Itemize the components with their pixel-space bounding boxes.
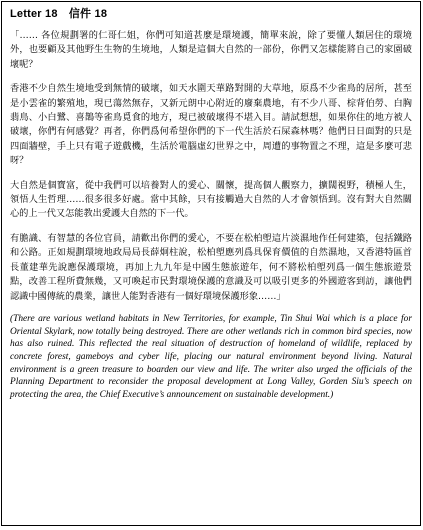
letter-title: Letter 18 信件 18 — [10, 8, 108, 20]
letter-page — [1, 1, 421, 526]
english-translation: (There are various wetland habitats in New Territories, for example, Tin Shui Wai which is a place for Oriental Skylark, now totally being destroyed. There are other wetlands rich in common bird species, now has also ruined. This reflected the real situation of destruction of homeland of wildlife, replaced by concrete forest, gameboys and cyber life, placing our natural environment beyond living. Natural environment is a green treasure to boarden our view and life. The writer also urged the officials of the Planning Department to reconsider the proposal development at Long Valley, Gorden Siu’s speech on protecting the area, the Chief Executive’s announcement on sustainable development.) — [10, 313, 412, 401]
letter-paragraph-4: 有膽識、有智慧的各位官員，請歡出你們的愛心，不要在松柏塱這片淡濕地作任何建築，包括鐵路和公路。正如規劃環境地政局局長薛炯柱說，松柏塱應列爲具保育價值的自然濕地，又香港特區首長董建華先說應保護環境，再加上九九年是中國生態旅遊年，何不將松柏塱列爲一個生態旅遊景點，改善工程所費無幾，又可喚起市民對環境保護的意識及可以吸引更多的外國遊客到訪，讓他們認識中國傳統的農業，讓世人能對香港有一個好環境保護形象……」 — [10, 232, 412, 302]
letter-paragraph-3: 大自然是個寶富，從中我們可以培養對人的愛心、關懷，提高個人觀察力，擴闊視野，積極人生，領悟人生哲理……很多很多好處。當中其餘，只有接觸過大自然的人才會領悟到。沒有對大自然關心的上一代又怎能教出愛護大自然的下一代。 — [10, 179, 412, 220]
letter-paragraph-1: 「…… 各位規劃署的仁哥仁姐，你們可知道甚麼是環境護，簡單來說，除了要懂人類居住的環境外，也要顧及其他野生生物的生境地，人類是這個大自然的一部份，你們又怎樣能將自己的家園破壞呢？ — [10, 30, 412, 70]
letter-paragraph-2: 香港不少自然生境地受到無情的破壞，如天水圍天華路對開的大草地，原爲不少雀鳥的居所，甚至是小雲雀的繁殖地，現已蕩然無存，又新元朗中心附近的廢棄農地，有不少八哥、棕背伯勞、白胸翡鳥、小白鷺、喜鵲等雀鳥覓食的地方，現已被破壞得不堪入目。請試想想，如果你住的地方被人破壞，你們有何感覺？再者，你們爲何希望你們的下一代生活於石屎森林嗎？他們日日面對的只是四面牆壁，手上只有電子遊戲機，生活於電腦虛幻世界之中，周遭的事物置之不理，這是多麼可悲呀？ — [10, 83, 412, 167]
